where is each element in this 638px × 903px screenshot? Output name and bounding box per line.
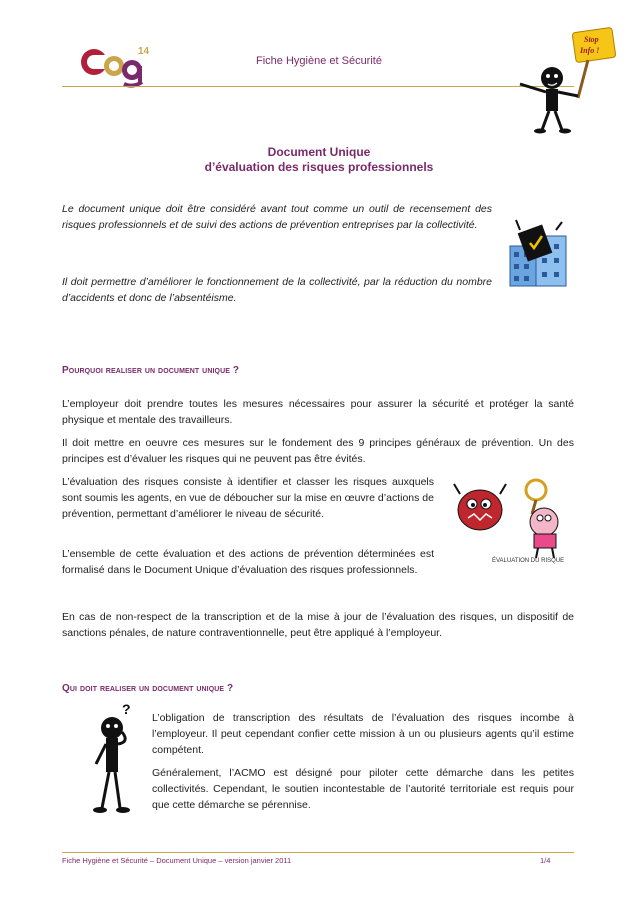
- sign-text-info: Info !: [580, 46, 600, 55]
- section-heading-pourquoi: Pourquoi realiser un document unique ?: [62, 365, 240, 376]
- section1-paragraph-3: L’évaluation des risques consiste à identifier et classer les risques auxquels sont soumis les agents, en vue de déboucher sur la mise en œuvre d’actions de prévention, permettant d’améliorer le niveau de sécurité.: [62, 476, 434, 520]
- thinking-figure-illustration: [88, 700, 146, 820]
- section1-paragraph-5: En cas de non-respect de la transcription et de la mise à jour de l’évaluation des risques, un dispositif de sanctions pénales, de nature contraventionnelle, peut être appliqué à l’employeur.: [62, 611, 574, 639]
- header-title: Fiche Hygiène et Sécurité: [256, 55, 382, 67]
- cartoon-caption: ÉVALUATION DU RISQUE: [492, 558, 565, 564]
- section-heading-qui: Qui doit realiser un document unique ?: [62, 683, 234, 694]
- intro-paragraph-2: Il doit permettre d’améliorer le fonctionnement de la collectivité, par la réduction du nombre d’accidents et donc de l’absentéisme.: [62, 276, 492, 304]
- risk-evaluation-cartoon: [448, 470, 574, 570]
- section1-paragraph-2: Il doit mettre en oeuvre ces mesures sur le fondement des 9 principes généraux de prévention. Un des principes est d’évaluer les risques qui ne peuvent pas être évités.: [62, 437, 574, 465]
- svg-text:?: ?: [122, 701, 131, 717]
- svg-text:14: 14: [138, 46, 150, 57]
- document-title: Document Unique: [267, 145, 371, 159]
- section1-paragraph-1: L’employeur doit prendre toutes les mesures nécessaires pour assurer la sécurité et protéger la santé physique et mentale des travailleurs.: [62, 398, 574, 426]
- section1-paragraph-4: L’ensemble de cette évaluation et des actions de prévention déterminées est formalisé dans le Document Unique d’évaluation des risques professionnels.: [62, 548, 434, 576]
- header-divider: [62, 86, 574, 87]
- section2-paragraph-1: L’obligation de transcription des résultats de l’évaluation des risques incombe à l’employeur. Il peut cependant confier cette mission à un ou plusieurs agents qu’il estime compétent.: [152, 712, 574, 756]
- footer-divider: [62, 852, 574, 853]
- page-number: 1/4: [540, 856, 551, 865]
- footer-text: Fiche Hygiène et Sécurité – Document Unique – version janvier 2011: [62, 856, 292, 865]
- stop-info-mascot: [512, 26, 620, 134]
- document-subtitle: d’évaluation des risques professionnels: [204, 160, 434, 174]
- intro-paragraph-1: Le document unique doit être considéré avant tout comme un outil de recensement des risques professionnels et de suivi des actions de prévention entreprises par la collectivité.: [62, 203, 492, 231]
- checklist-building-illustration: [506, 216, 574, 290]
- section2-paragraph-2: Généralement, l’ACMO est désigné pour piloter cette démarche dans les petites collectivités. Cependant, le soutien incontestable de l’autorité territoriale est requis pour que cette démarche se pérennise.: [152, 767, 574, 811]
- sign-text-stop: Stop: [584, 35, 599, 44]
